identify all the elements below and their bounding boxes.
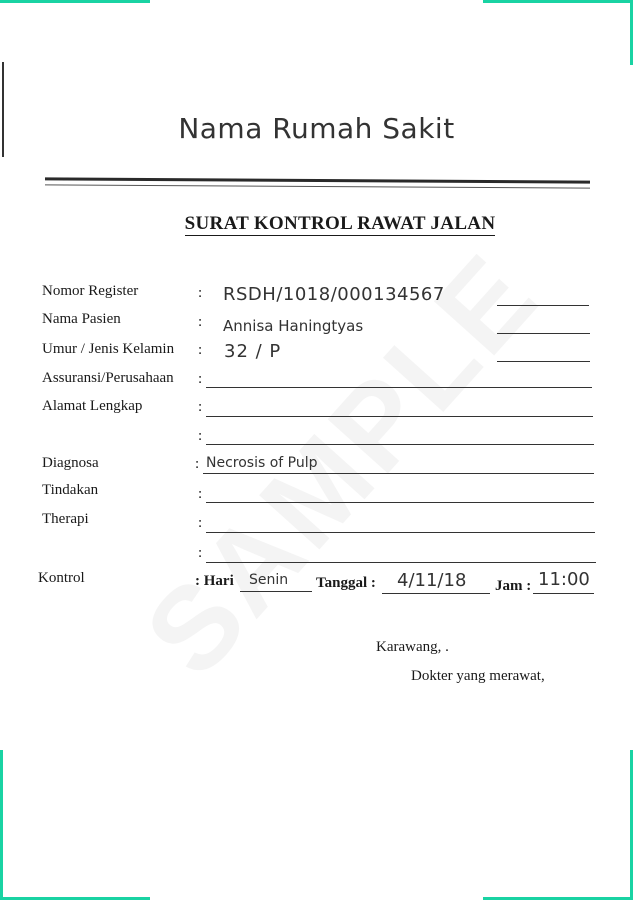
line-umur-jenis-kelamin	[497, 361, 590, 362]
colon: :	[198, 515, 203, 531]
line-nomor-register	[497, 305, 589, 306]
label-tanggal: Tanggal :	[316, 575, 376, 591]
line-tanggal	[382, 593, 490, 594]
label-jam: Jam :	[495, 578, 532, 594]
colon: :	[195, 456, 200, 472]
frame-corner-top-left	[0, 0, 150, 3]
document-title-text: SURAT KONTROL RAWAT JALAN	[184, 213, 496, 234]
label-therapi: Therapi	[42, 511, 89, 527]
colon: :	[198, 371, 203, 387]
frame-corner-top-right	[483, 0, 633, 3]
label-assuransi: Assuransi/Perusahaan	[42, 370, 174, 386]
colon: :	[198, 314, 203, 330]
line-jam	[533, 593, 594, 594]
value-tanggal: 4/11/18	[397, 570, 467, 591]
value-diagnosa: Necrosis of Pulp	[206, 455, 318, 471]
hospital-name: Nama Rumah Sakit	[178, 112, 455, 145]
colon: :	[198, 285, 203, 301]
line-hari	[240, 591, 312, 592]
signature-doctor: Dokter yang merawat,	[411, 668, 545, 684]
value-nama-pasien: Annisa Haningtyas	[223, 317, 364, 335]
colon: :	[198, 545, 203, 561]
label-alamat: Alamat Lengkap	[42, 398, 143, 414]
line-therapi-2	[206, 562, 596, 563]
line-alamat-2	[206, 444, 594, 445]
frame-corner-bottom-left-vertical	[0, 750, 3, 900]
value-umur-jenis-kelamin: 32 / P	[224, 341, 282, 362]
value-nomor-register: RSDH/1018/000134567	[223, 284, 445, 305]
label-nomor-register: Nomor Register	[42, 283, 139, 299]
value-jam: 11:00	[538, 569, 590, 590]
line-assuransi	[206, 387, 592, 388]
colon: :	[198, 428, 203, 444]
signature-place: Karawang, .	[376, 639, 449, 655]
value-hari: Senin	[249, 572, 289, 588]
label-hari: : Hari	[195, 573, 234, 589]
colon: :	[198, 486, 203, 502]
line-alamat-1	[206, 416, 593, 417]
line-therapi-1	[206, 532, 595, 533]
line-diagnosa	[203, 473, 594, 474]
header-rule-thick	[45, 177, 590, 183]
label-tindakan: Tindakan	[42, 482, 99, 498]
colon: :	[198, 342, 203, 358]
line-tindakan	[206, 502, 594, 503]
label-nama-pasien: Nama Pasien	[42, 311, 121, 327]
document-title	[0, 213, 633, 235]
label-umur-jenis-kelamin: Umur / Jenis Kelamin	[42, 341, 175, 357]
line-nama-pasien	[497, 333, 590, 334]
label-kontrol: Kontrol	[38, 570, 85, 586]
colon: :	[198, 399, 203, 415]
label-diagnosa: Diagnosa	[42, 455, 99, 471]
header-rule-thin	[45, 184, 590, 188]
